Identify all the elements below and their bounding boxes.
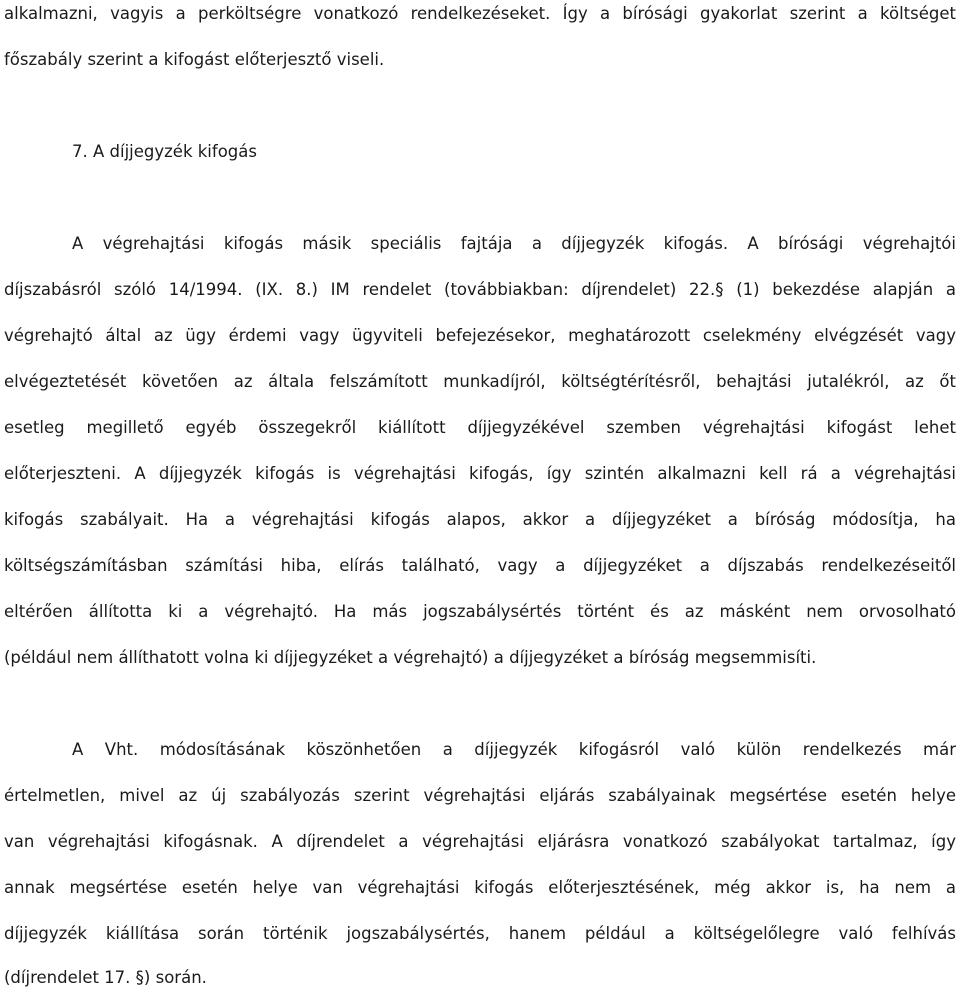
text-line: eltérően állította ki a végrehajtó. Ha más jogszabálysértés történt és az másként nem orvosolható <box>4 602 956 621</box>
text-line: van végrehajtási kifogásnak. A díjrendelet a végrehajtási eljárásra vonatkozó szabályokat tartalmaz, így <box>4 832 956 851</box>
text-line: díjjegyzék kiállítása során történik jogszabálysértés, hanem például a költségelőlegre való felhívás <box>4 924 956 943</box>
text-line: alkalmazni, vagyis a perköltségre vonatkozó rendelkezéseket. Így a bírósági gyakorlat szerint a költséget <box>4 4 956 23</box>
text-line: A végrehajtási kifogás másik speciális fajtája a díjjegyzék kifogás. A bírósági végrehajtói <box>72 234 956 253</box>
text-line: előterjeszteni. A díjjegyzék kifogás is végrehajtási kifogás, így szintén alkalmazni kell rá a végrehajtási <box>4 464 956 483</box>
text-line: (például nem állíthatott volna ki díjjegyzéket a végrehajtó) a díjjegyzéket a bíróság megsemmisíti. <box>4 648 817 667</box>
text-line: (díjrendelet 17. §) során. <box>4 968 207 987</box>
section-heading: 7. A díjjegyzék kifogás <box>72 142 257 161</box>
text-line: elvégeztetését követően az általa felszámított munkadíjról, költségtérítésről, behajtási jutalékról, az őt <box>4 372 956 391</box>
text-line: végrehajtó által az ügy érdemi vagy ügyviteli befejezésekor, meghatározott cselekmény elvégzését vagy <box>4 326 956 345</box>
text-line: költségszámításban számítási hiba, elírás található, vagy a díjjegyzéket a díjszabás rendelkezéseitől <box>4 556 956 575</box>
text-line: díjszabásról szóló 14/1994. (IX. 8.) IM rendelet (továbbiakban: díjrendelet) 22.§ (1) bekezdése alapján a <box>4 280 956 299</box>
text-line: annak megsértése esetén helye van végrehajtási kifogás előterjesztésének, még akkor is, ha nem a <box>4 878 956 897</box>
text-line: főszabály szerint a kifogást előterjesztő viseli. <box>4 50 385 69</box>
text-line: A Vht. módosításának köszönhetően a díjjegyzék kifogásról való külön rendelkezés már <box>72 740 956 759</box>
text-line: kifogás szabályait. Ha a végrehajtási kifogás alapos, akkor a díjjegyzéket a bíróság módosítja, ha <box>4 510 956 529</box>
text-line: esetleg megillető egyéb összegekről kiállított díjjegyzékével szemben végrehajtási kifogást lehet <box>4 418 956 437</box>
text-line: értelmetlen, mivel az új szabályozás szerint végrehajtási eljárás szabályainak megsértése esetén helye <box>4 786 956 805</box>
